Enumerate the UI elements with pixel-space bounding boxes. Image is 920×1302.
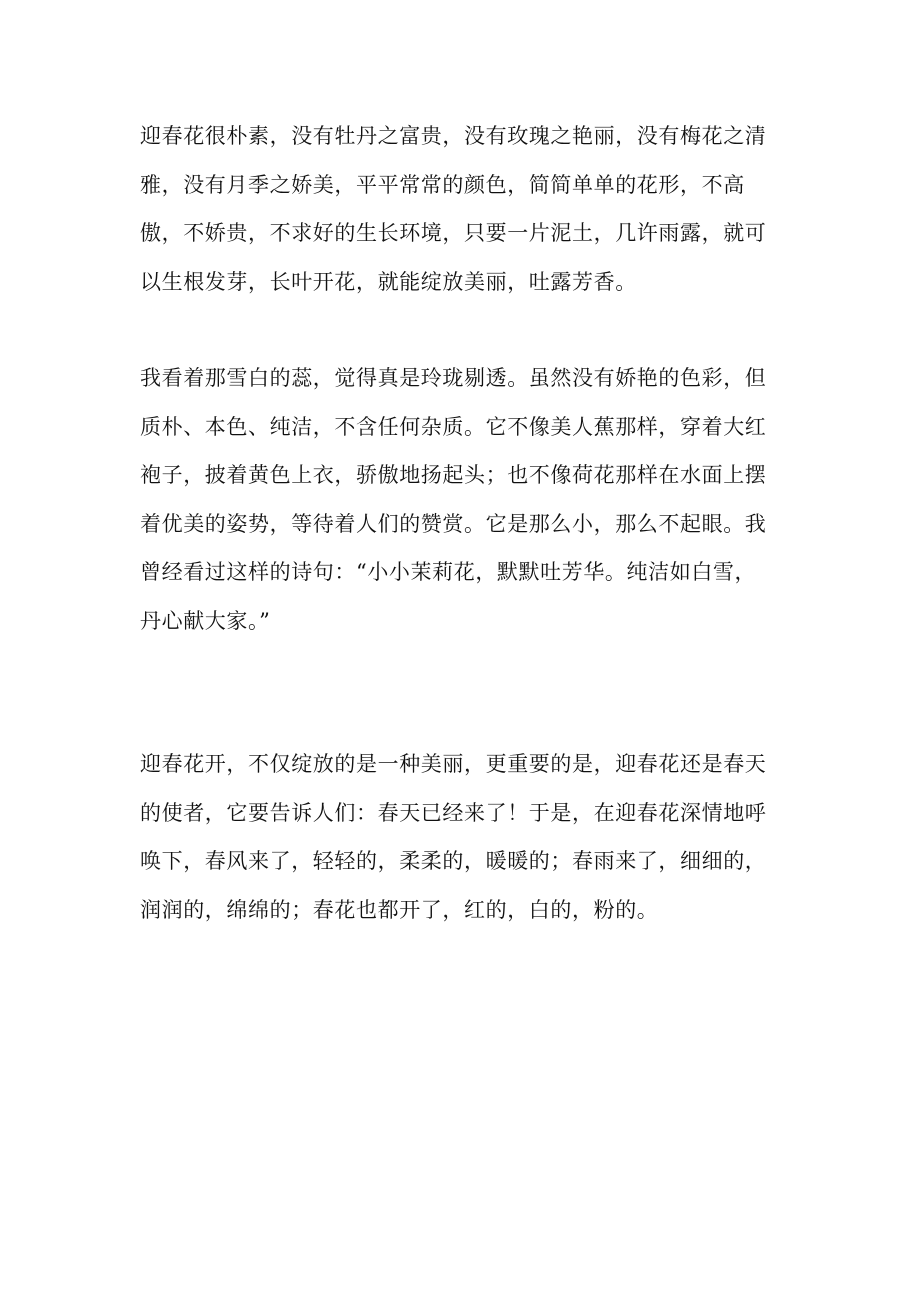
paragraph-line: 唤下，春风来了，轻轻的，柔柔的，暖暖的；春雨来了，细细的， <box>140 849 767 873</box>
paragraph-line: 傲，不娇贵，不求好的生长环境，只要一片泥土，几许雨露，就可 <box>140 221 767 245</box>
paragraph-line: 雅，没有月季之娇美，平平常常的颜色，简简单单的花形，不高 <box>140 172 745 197</box>
paragraph-line: 丹心献大家。” <box>140 608 271 633</box>
paragraph-2 <box>140 354 776 645</box>
paragraph-line: 迎春花很朴素，没有牡丹之富贵，没有玫瑰之艳丽，没有梅花之清 <box>140 124 767 148</box>
paragraph-line: 曾经看过这样的诗句：“小小茉莉花，默默吐芳华。纯洁如白雪， <box>140 560 757 584</box>
paragraph-1 <box>140 112 776 306</box>
paragraph-3 <box>140 740 776 934</box>
paragraph-line: 我看着那雪白的蕊，觉得真是玲珑剔透。虽然没有娇艳的色彩，但 <box>140 366 767 390</box>
paragraph-line: 以生根发芽，长叶开花，就能绽放美丽，吐露芳香。 <box>140 269 637 294</box>
paragraph-line: 迎春花开，不仅绽放的是一种美丽，更重要的是，迎春花还是春天 <box>140 752 767 776</box>
paragraph-line: 着优美的姿势，等待着人们的赞赏。它是那么小，那么不起眼。我 <box>140 511 767 536</box>
paragraph-line: 的使者，它要告诉人们：春天已经来了！于是，在迎春花深情地呼 <box>140 800 767 825</box>
paragraph-line: 质朴、本色、纯洁，不含任何杂质。它不像美人蕉那样，穿着大红 <box>140 414 767 439</box>
paragraph-line: 润润的，绵绵的；春花也都开了，红的，白的，粉的。 <box>140 897 659 922</box>
paragraph-line: 袍子，披着黄色上衣，骄傲地扬起头；也不像荷花那样在水面上摆 <box>140 463 767 487</box>
